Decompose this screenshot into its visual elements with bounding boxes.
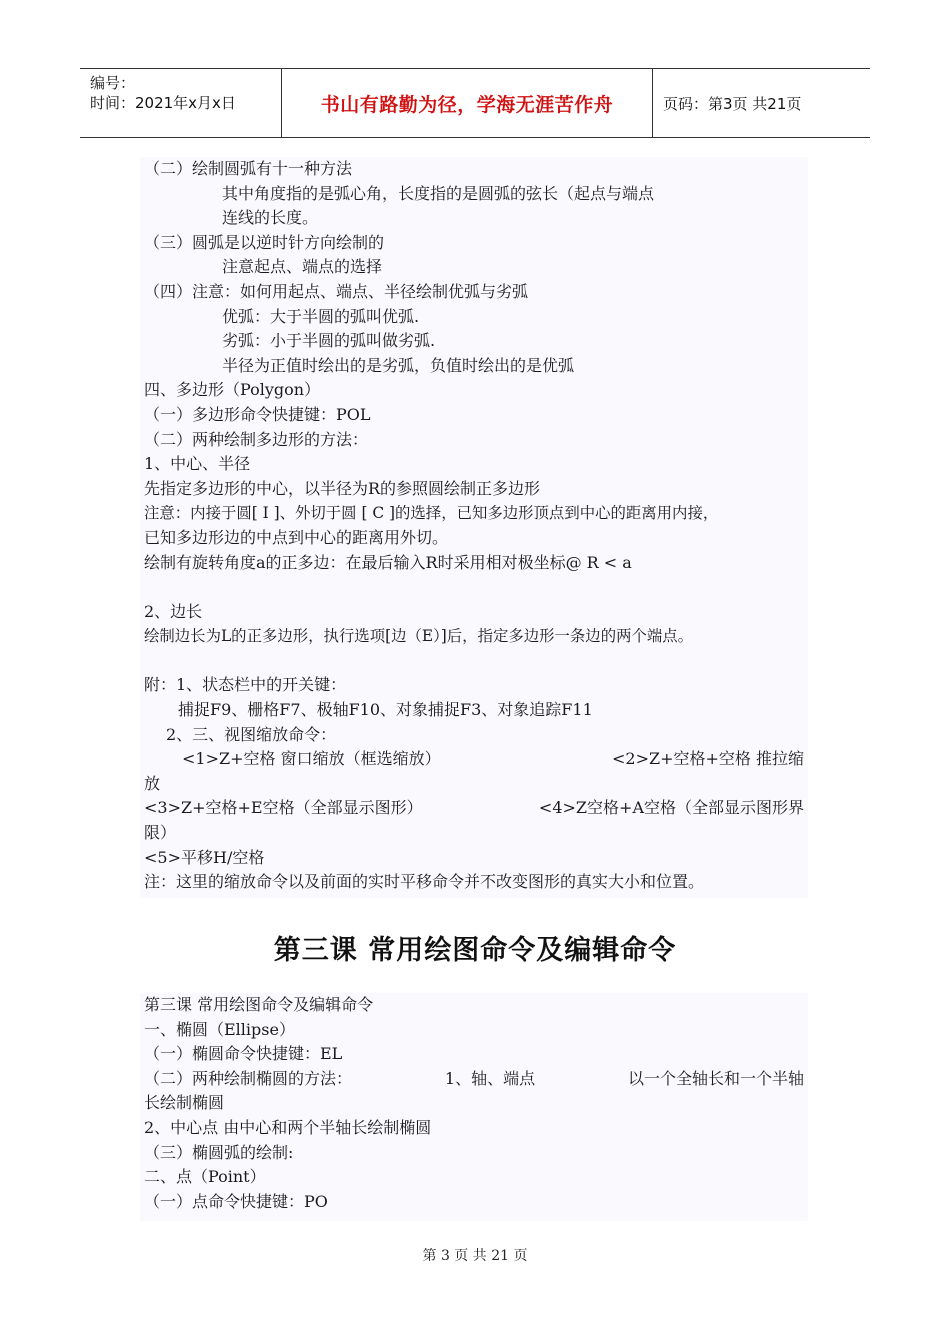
text-line [140,796,808,821]
zoom-limits-text: <4>Z空格+A空格（全部显示图形界 [538,798,804,818]
text-line: 限） [144,823,177,843]
text-line: 2、边长 [144,601,203,621]
text-line: 劣弧：小于半圆的弧叫做劣弧. [222,331,436,351]
text-line [140,747,808,772]
text-line: （二）绘制圆弧有十一种方法 [144,159,353,178]
text-line: 放 [144,773,161,793]
zoom-all-text: <3>Z+空格+E空格（全部显示图形） [144,798,423,818]
header-left-cell [80,69,282,137]
text-line: 注意起点、端点的选择 [222,257,383,277]
header-right-cell [653,69,870,137]
text-line: 绘制有旋转角度a的正多边：在最后输入R时采用相对极坐标@ R < a [144,552,632,572]
ellipse-methods-text: （二）两种绘制椭圆的方法： [144,1068,353,1088]
text-line: 2、中心点 由中心和两个半轴长绘制椭圆 [144,1117,432,1137]
lesson-title: 第三课 常用绘图命令及编辑命令 [273,935,677,966]
text-line: （二）两种绘制多边形的方法： [144,429,369,449]
axis-endpoint-text: 1、轴、端点 [444,1068,536,1088]
number-label: 编号： [90,74,136,92]
text-line: 连线的长度。 [222,208,319,228]
text-line: 绘制边长为L的正多边形，执行选项[边（E）]后，指定多边形一条边的两个端点。 [144,627,694,646]
header-table [80,68,870,138]
zoom-window-text: <1>Z+空格 窗口缩放（框选缩放） [182,749,441,769]
motto: 书山有路勤为径，学海无涯苦作舟 [320,93,614,116]
text-line: （一）点命令快捷键：PO [144,1191,328,1211]
section2-body [140,993,808,1221]
text-line: 第三课 常用绘图命令及编辑命令 [144,995,374,1014]
text-line: （三）圆弧是以逆时针方向绘制的 [144,232,385,252]
text-line: 捕捉F9、栅格F7、极轴F10、对象捕捉F3、对象追踪F11 [178,700,593,720]
text-line: 四、多边形（Polygon） [144,380,321,400]
text-line: 半径为正值时绘出的是劣弧，负值时绘出的是优弧 [222,355,575,375]
text-line: 二、点（Point） [144,1167,266,1187]
text-line: 1、中心、半径 [144,454,251,474]
text-line: 其中角度指的是弧心角，长度指的是圆弧的弦长（起点与端点 [222,183,655,203]
header-middle-cell [282,69,653,137]
text-line: （四）注意：如何用起点、端点、半径绘制优弧与劣弧 [144,281,529,301]
zoom-push-text: <2>Z+空格+空格 推拉缩 [611,749,804,769]
time-label: 时间：2021年x月x日 [90,94,236,112]
text-line: 已知多边形边的中点到中心的距离用外切。 [144,527,449,547]
text-line: （三）椭圆弧的绘制: [144,1142,294,1162]
text-line: （一）多边形命令快捷键：POL [144,404,371,424]
text-line: <5>平移H/空格 [144,847,265,867]
axis-description-text: 以一个全轴长和一个半轴 [627,1068,804,1088]
text-line: （一）椭圆命令快捷键：EL [144,1044,343,1064]
text-line: 注意：内接于圆[ I ]、外切于圆 [ C ]的选择，已知多边形顶点到中心的距离用内接， [144,504,719,523]
text-line: 2、三、视图缩放命令： [166,724,337,744]
section1-body [140,157,808,898]
blank-line [140,649,808,674]
text-line: 优弧：大于半圆的弧叫优弧. [222,306,420,326]
text-line: 一、椭圆（Ellipse） [144,1019,295,1039]
text-line: 附：1、状态栏中的开关键： [144,675,347,695]
page-footer: 第 3 页 共 21 页 [422,1248,528,1264]
page-label: 页码：第3页 共21页 [663,94,802,113]
text-line: 注：这里的缩放命令以及前面的实时平移命令并不改变图形的真实大小和位置。 [144,872,705,892]
text-line: 先指定多边形的中心，以半径为R的参照圆绘制正多边形 [144,478,541,498]
text-line: 长绘制椭圆 [144,1093,225,1113]
blank-line [140,575,808,600]
text-line [140,1067,808,1092]
